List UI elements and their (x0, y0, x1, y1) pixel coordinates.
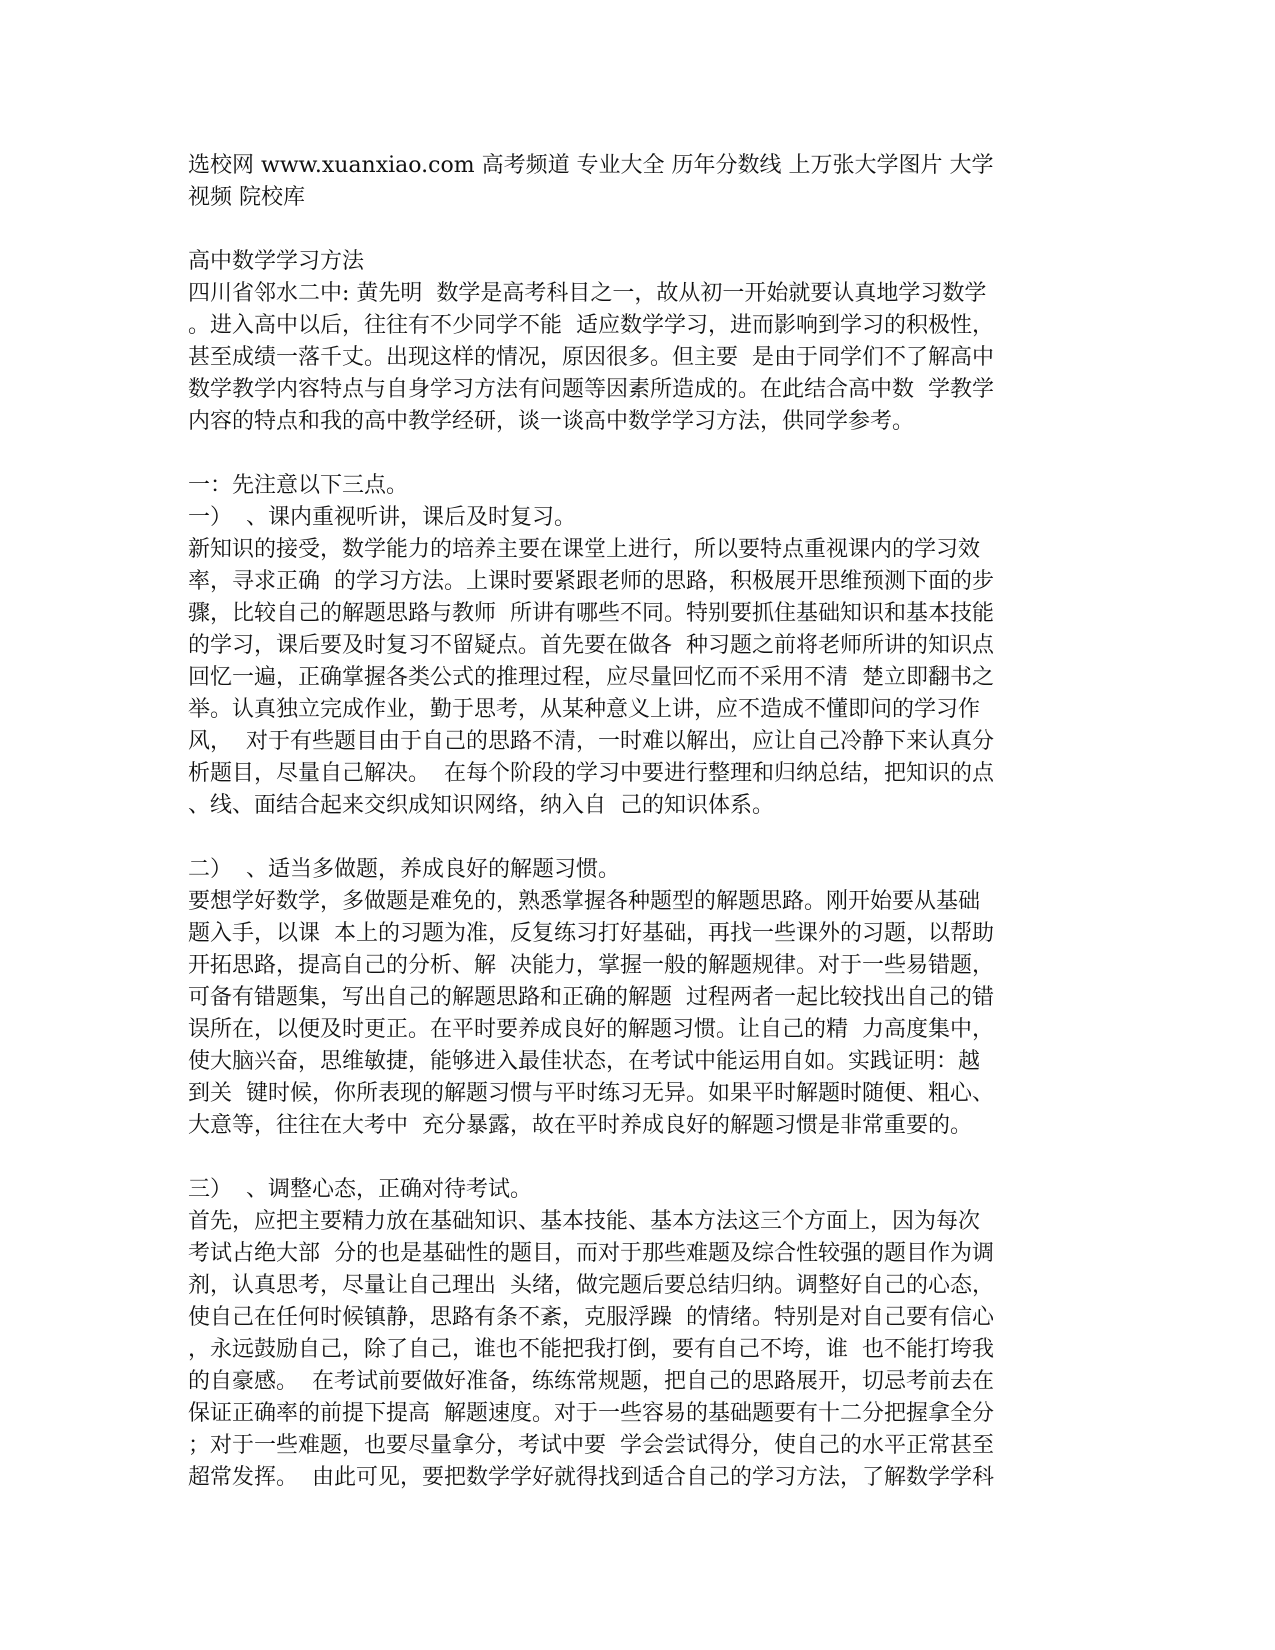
intro-paragraph (188, 278, 1088, 438)
paragraph-line: 使大脑兴奋，思维敏捷，能够进入最佳状态，在考试中能运用自如。实践证明：越 (188, 1049, 981, 1074)
paragraph-line: 析题目，尽量自己解决。 在每个阶段的学习中要进行整理和归纳总结，把知识的点 (188, 761, 994, 786)
paragraph-line: 大意等，往往在大考中 充分暴露，故在平时养成良好的解题习惯是非常重要的。 (188, 1113, 972, 1138)
paragraph-line: 使自己在任何时候镇静，思路有条不紊，克服浮躁 的情绪。特别是对自己要有信心 (188, 1305, 994, 1330)
document-page (188, 150, 1088, 1494)
paragraph-line: 首先，应把主要精力放在基础知识、基本技能、基本方法这三个方面上，因为每次 (188, 1209, 981, 1234)
header-line: 选校网 www.xuanxiao.com 高考频道 专业大全 历年分数线 上万张大学图片 大学 (188, 153, 994, 178)
paragraph-line: 骤，比较自己的解题思路与教师 所讲有哪些不同。特别要抓住基础知识和基本技能 (188, 601, 994, 626)
section2-paragraph (188, 886, 1088, 1142)
paragraph-line: 。进入高中以后，往往有不少同学不能 适应数学学习，进而影响到学习的积极性， (188, 313, 994, 338)
paragraph-line: ；对于一些难题，也要尽量拿分，考试中要 学会尝试得分，使自己的水平正常甚至 (188, 1433, 994, 1458)
paragraph-line: 举。认真独立完成作业，勤于思考，从某种意义上讲，应不造成不懂即问的学习作 (188, 697, 981, 722)
site-header (188, 150, 1088, 214)
section-heading: 一：先注意以下三点。 (188, 473, 409, 498)
section-subheading: 一） 、课内重视听讲，课后及时复习。 (188, 505, 576, 530)
document-title: 高中数学学习方法 (188, 249, 365, 274)
paragraph-line: 要想学好数学，多做题是难免的，熟悉掌握各种题型的解题思路。刚开始要从基础 (188, 889, 981, 914)
section3-paragraph (188, 1206, 1088, 1494)
paragraph-line: 数学教学内容特点与自身学习方法有问题等因素所造成的。在此结合高中数 学教学 (188, 377, 994, 402)
paragraph-line: ，永远鼓励自己，除了自己，谁也不能把我打倒，要有自己不垮，谁 也不能打垮我 (188, 1337, 994, 1362)
section-subheading: 二） 、适当多做题，养成良好的解题习惯。 (188, 857, 620, 882)
paragraph-line: 到关 键时候，你所表现的解题习惯与平时练习无异。如果平时解题时随便、粗心、 (188, 1081, 994, 1106)
paragraph-line: 内容的特点和我的高中教学经研，谈一谈高中数学学习方法，供同学参考。 (188, 409, 915, 434)
blank-line (188, 822, 1088, 854)
paragraph-line: 的自豪感。 在考试前要做好准备，练练常规题，把自己的思路展开，切忌考前去在 (188, 1369, 994, 1394)
paragraph-line: 新知识的接受，数学能力的培养主要在课堂上进行，所以要特点重视课内的学习效 (188, 537, 981, 562)
section1-paragraph (188, 534, 1088, 822)
paragraph-line: 超常发挥。 由此可见，要把数学学好就得找到适合自己的学习方法，了解数学学科 (188, 1465, 994, 1490)
blank-line (188, 1142, 1088, 1174)
paragraph-line: 可备有错题集，写出自己的解题思路和正确的解题 过程两者一起比较找出自己的错 (188, 985, 994, 1010)
paragraph-line: 开拓思路，提高自己的分析、解 决能力，掌握一般的解题规律。对于一些易错题， (188, 953, 994, 978)
blank-line (188, 214, 1088, 246)
paragraph-line: 回忆一遍，正确掌握各类公式的推理过程，应尽量回忆而不采用不清 楚立即翻书之 (188, 665, 994, 690)
header-line: 视频 院校库 (188, 185, 305, 210)
paragraph-line: 考试占绝大部 分的也是基础性的题目，而对于那些难题及综合性较强的题目作为调 (188, 1241, 994, 1266)
paragraph-line: 率，寻求正确 的学习方法。上课时要紧跟老师的思路，积极展开思维预测下面的步 (188, 569, 994, 594)
paragraph-line: 甚至成绩一落千丈。出现这样的情况，原因很多。但主要 是由于同学们不了解高中 (188, 345, 994, 370)
paragraph-line: 的学习，课后要及时复习不留疑点。首先要在做各 种习题之前将老师所讲的知识点 (188, 633, 994, 658)
paragraph-line: 题入手，以课 本上的习题为准，反复练习打好基础，再找一些课外的习题，以帮助 (188, 921, 994, 946)
section-subheading: 三） 、调整心态，正确对待考试。 (188, 1177, 532, 1202)
paragraph-line: 风， 对于有些题目由于自己的思路不清，一时难以解出，应让自己冷静下来认真分 (188, 729, 994, 754)
paragraph-line: 、线、面结合起来交织成知识网络，纳入自 己的知识体系。 (188, 793, 774, 818)
paragraph-line: 误所在，以便及时更正。在平时要养成良好的解题习惯。让自己的精 力高度集中， (188, 1017, 994, 1042)
paragraph-line: 保证正确率的前提下提高 解题速度。对于一些容易的基础题要有十二分把握拿全分 (188, 1401, 994, 1426)
paragraph-line: 剂，认真思考，尽量让自己理出 头绪，做完题后要总结归纳。调整好自己的心态， (188, 1273, 994, 1298)
paragraph-line: 四川省邻水二中: 黄先明 数学是高考科目之一，故从初一开始就要认真地学习数学 (188, 281, 987, 306)
blank-line (188, 438, 1088, 470)
